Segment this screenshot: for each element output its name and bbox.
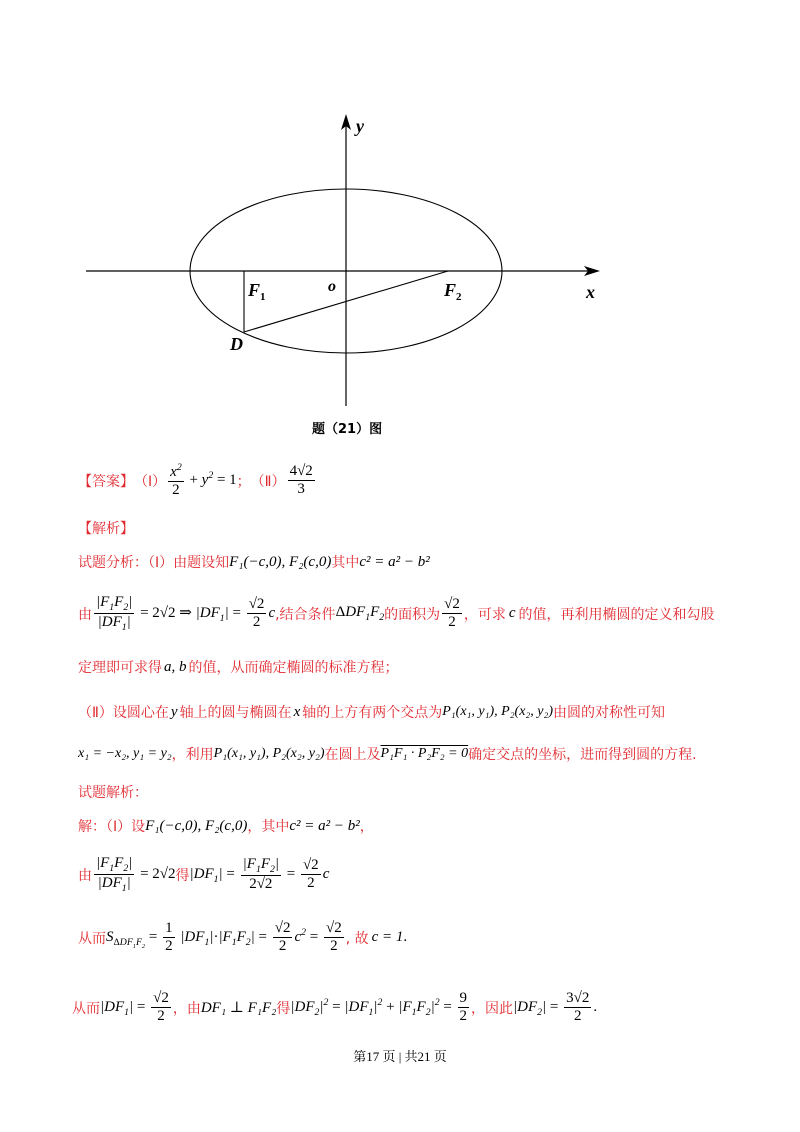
analysis-math: P₁F₁ · P₂F₂ = 0 (380, 746, 469, 761)
answer-heading: 【答案】 (78, 473, 134, 490)
analysis-text: 的值，再利用椭圆的定义和勾股 (518, 606, 715, 623)
solution-math: $|DF_2|$ = $\frac{3√2}{2}$ (513, 990, 590, 1025)
solution-text: 得 (276, 1000, 291, 1017)
analysis-text: ，可求 (463, 606, 506, 623)
analysis-line-4 (78, 702, 665, 722)
analysis-math: x (293, 703, 301, 720)
solution-math: $S_{\Delta DF_1F_2}$ = $\frac{1}{2}$ $|DF_1|\cdot|F_1F_2|$ = $\frac{√2}{2}$ $c^2$ = $\frac{√2}{2}$ (106, 920, 342, 955)
analysis-line-3 (78, 657, 399, 677)
F2-label: $F_2$ (444, 280, 462, 303)
axis-x-label: x (586, 282, 595, 302)
analysis-text: 在圆上及 (324, 747, 381, 763)
solution-text: ，因此 (471, 1000, 514, 1017)
analysis-text: 的面积为 (384, 606, 441, 623)
solution-math: F₁(−c,0), F₂(c,0) (145, 817, 248, 834)
solution-text: ，其中 (247, 819, 290, 835)
analysis-math: F₁(−c,0), F₂(c,0) (229, 553, 332, 570)
analysis-math: y (170, 703, 178, 720)
analysis-math: $\Delta DF_1F_2$ (335, 604, 385, 624)
analysis-text: 确定交点的坐标，进而得到圆的方程. (468, 747, 697, 763)
analysis-math: P₁(x₁, y₁), P₂(x₂, y₂) (213, 746, 325, 761)
solution-line-3 (78, 920, 407, 956)
analysis-text: 试题分析：（Ⅰ）由题设知 (78, 555, 230, 571)
solution-heading: 试题解析： (78, 785, 148, 801)
analysis-line-2 (78, 594, 715, 633)
solution-math: c² = a² − b² (289, 817, 360, 834)
answer-part2-label: （Ⅱ） (250, 473, 286, 490)
solution-text: 解：（Ⅰ）设 (78, 819, 146, 835)
D-label: D (230, 334, 243, 354)
solution-math: . (593, 999, 598, 1016)
analysis-text: 轴上的圆与椭圆在 (179, 705, 292, 721)
analysis-math: a, b (164, 658, 187, 675)
analysis-line-5 (78, 744, 697, 764)
analysis-math: c (508, 605, 516, 622)
analysis-heading: 【解析】 (78, 521, 134, 537)
analysis-text: 定理即可求得 (78, 660, 162, 676)
solution-line-1 (78, 816, 374, 836)
solution-line-4 (72, 990, 597, 1026)
analysis-math: $\frac{|F_1F_2|}{|DF_1|}$ = 2√2 ⇒ $|DF_1|$ = $\frac{√2}{2}$ c (96, 594, 276, 634)
solution-text: 由 (78, 867, 92, 884)
page-footer: 第17 页 | 共21 页 (353, 1049, 447, 1064)
analysis-text: 由圆的对称性可知 (553, 705, 666, 721)
analysis-math: P₁(x₁, y₁), P₂(x₂, y₂) (442, 704, 554, 719)
solution-math: $|DF_1|$ = $\frac{|F_1F_2|}{2√2}$ = $\frac{√2}{2}$ c (189, 855, 330, 893)
analysis-math: x₁ = −x₂, y₁ = y₂ (78, 746, 172, 761)
analysis-text: 轴的上方有两个交点为 (302, 705, 443, 721)
axis-y-label: y (356, 116, 364, 136)
answer-separator: ； (236, 473, 251, 490)
solution-text: , 故 (345, 930, 369, 947)
analysis-math: c² = a² − b² (359, 553, 430, 570)
solution-line-2 (78, 855, 329, 894)
answer-line (78, 462, 317, 500)
solution-text: 从而 (78, 930, 106, 947)
analysis-text: 其中 (331, 555, 360, 571)
solution-math: DF₁ ⊥ F₁F₂ (200, 1000, 277, 1017)
solution-text: ， (359, 819, 374, 835)
answer-part1-label: （Ⅰ） (134, 473, 167, 490)
analysis-text: 的值，从而确定椭圆的标准方程； (188, 660, 399, 676)
analysis-line-1 (78, 552, 430, 572)
solution-math: c = 1 (371, 929, 404, 946)
solution-text: 得 (175, 867, 190, 884)
analysis-text: ，利用 (171, 747, 214, 763)
answer-part1-expr: $\frac{x^2}{2}$ + $y^2 = 1$ (170, 462, 237, 499)
F1-label: $F_1$ (248, 280, 266, 303)
analysis-math: $\frac{√2}{2}$ (444, 595, 460, 631)
analysis-text: ,结合条件 (275, 606, 336, 623)
origin-label: o (328, 278, 336, 295)
solution-math: $|DF_1|$ = $\frac{√2}{2}$ (100, 990, 169, 1025)
analysis-text: 由 (78, 606, 92, 623)
solution-text: ，由 (172, 1000, 201, 1017)
solution-text: 从而 (72, 1000, 100, 1017)
solution-math: $|DF_2|^2 = |DF_1|^2 + |F_1F_2|^2$ = $\frac{9}{2}$ (290, 990, 468, 1025)
ellipse-figure (80, 110, 620, 410)
answer-part2-expr: $\frac{4√2}{3}$ (289, 463, 313, 498)
figure-caption: 题（21）图 (312, 422, 383, 437)
solution-math: . (403, 929, 408, 946)
analysis-text: （Ⅱ）设圆心在 (78, 705, 169, 721)
solution-math: $\frac{|F_1F_2|}{|DF_1|}$ = 2√2 (96, 855, 176, 895)
